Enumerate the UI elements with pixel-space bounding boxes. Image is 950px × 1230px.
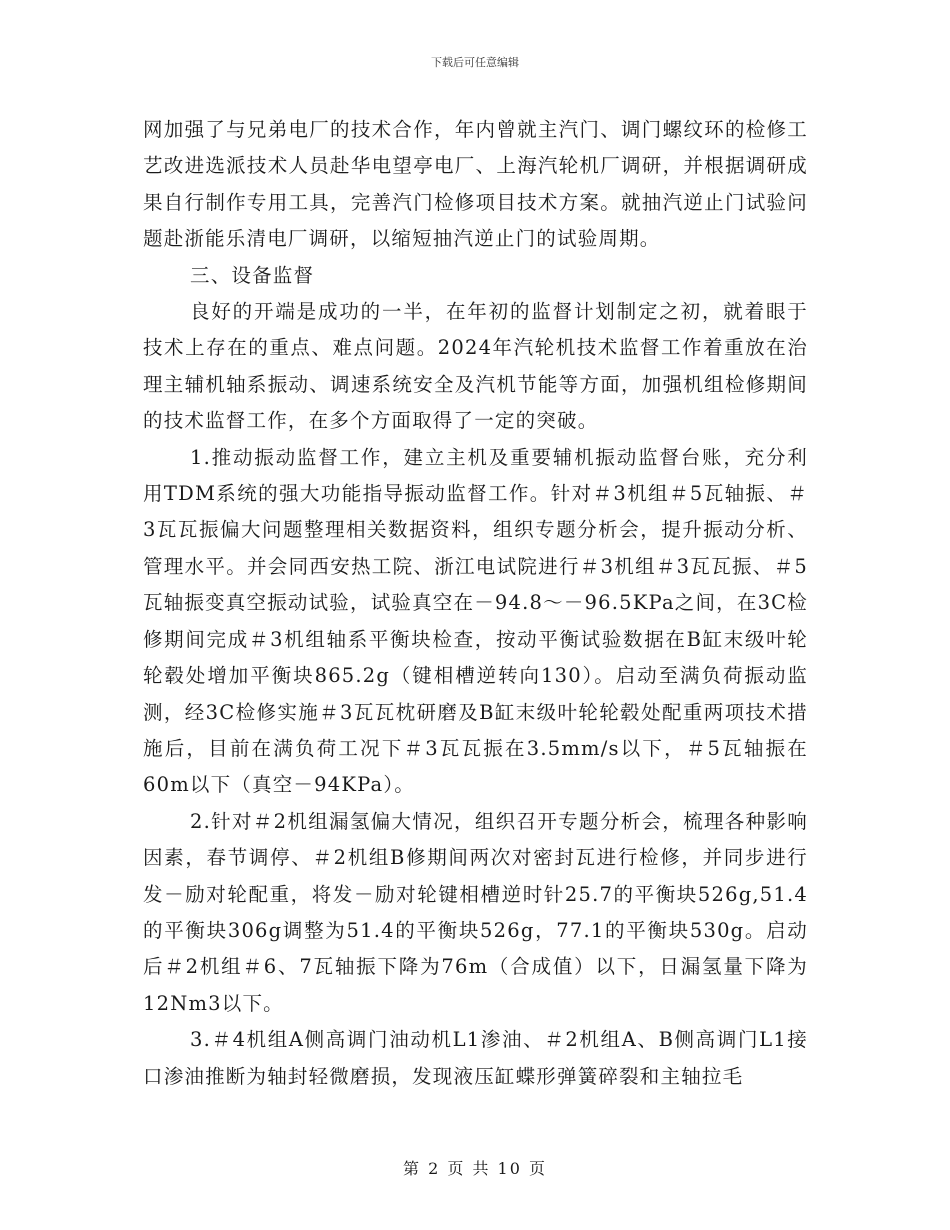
paragraph-item-2: 2.针对＃2机组漏氢偏大情况，组织召开专题分析会，梳理各种影响因素，春节调停、＃2机组B修期间两次对密封瓦进行检修，并同步进行发－励对轮配重，将发－励对轮键相槽逆时针25.7的平衡块526g,51.4的平衡块306g调整为51.4的平衡块526g，77.1的平衡块530g。启动后＃2机组＃6、7瓦轴振下降为76m（合成值）以下，日漏氢量下降为12Nm3以下。 <box>143 809 808 1015</box>
page-header: 下载后可任意编辑 <box>431 56 519 69</box>
page-number-footer: 第 2 页 共 10 页 <box>403 1159 547 1178</box>
paragraph-item-3: 3.＃4机组A侧高调门油动机L1渗油、＃2机组A、B侧高调门L1接口渗油推断为轴封轻微磨损，发现液压缸蝶形弹簧碎裂和主轴拉毛 <box>143 1028 808 1088</box>
paragraph-item-1: 1.推动振动监督工作，建立主机及重要辅机振动监督台账，充分利用TDM系统的强大功能指导振动监督工作。针对＃3机组＃5瓦轴振、＃3瓦瓦振偏大问题整理相关数据资料，组织专题分析会，提升振动分析、管理水平。并会同西安热工院、浙江电试院进行＃3机组＃3瓦瓦振、＃5瓦轴振变真空振动试验，试验真空在－94.8～－96.5KPa之间，在3C检修期间完成＃3机组轴系平衡块检查，按动平衡试验数据在B缸末级叶轮轮毂处增加平衡块865.2g（键相槽逆转向130）。启动至满负荷振动监测，经3C检修实施＃3瓦瓦枕研磨及B缸末级叶轮轮毂处配重两项技术措施后，目前在满负荷工况下＃3瓦瓦振在3.5mm/s以下，＃5瓦轴振在60m以下（真空－94KPa）。 <box>143 445 809 797</box>
document-body <box>143 112 808 1095</box>
section-heading: 三、设备监督 <box>190 263 315 287</box>
paragraph-continuation: 网加强了与兄弟电厂的技术合作，年内曾就主汽门、调门螺纹环的检修工艺改进选派技术人员赴华电望亭电厂、上海汽轮机厂调研，并根据调研成果自行制作专用工具，完善汽门检修项目技术方案。就抽汽逆止门试验问题赴浙能乐清电厂调研，以缩短抽汽逆止门的试验周期。 <box>143 118 808 251</box>
paragraph-intro: 良好的开端是成功的一半，在年初的监督计划制定之初，就着眼于技术上存在的重点、难点问题。2024年汽轮机技术监督工作着重放在治理主辅机轴系振动、调速系统安全及汽机节能等方面，加强机组检修期间的技术监督工作，在多个方面取得了一定的突破。 <box>143 300 808 433</box>
